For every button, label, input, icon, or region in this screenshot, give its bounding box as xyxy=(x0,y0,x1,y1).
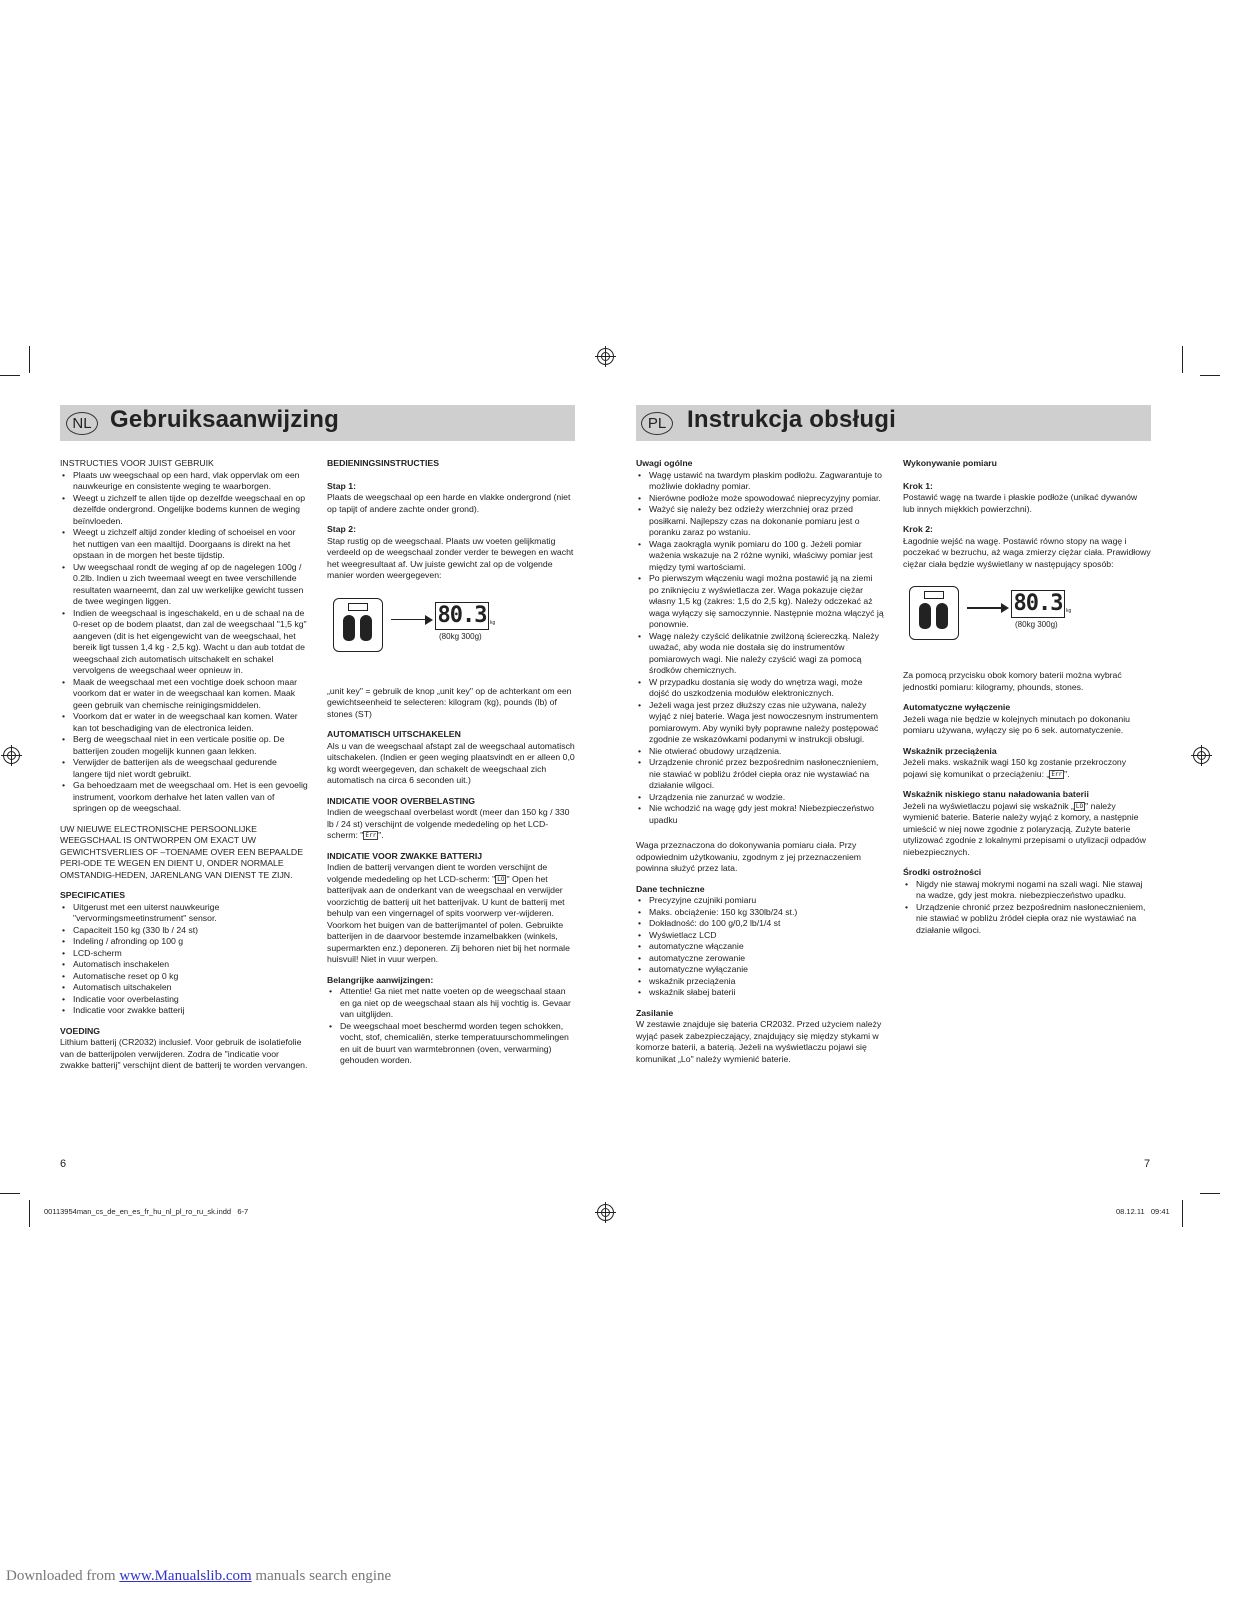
general-list xyxy=(636,470,884,827)
list-item: • Precyzyjne czujniki pomiaru xyxy=(636,895,884,907)
list-item: • Indien de weegschaal is ingeschakeld, en u de schaal na de 0-reset op de bodem plaatst, dan zal de weegschaal "1,5 kg" aangeven (dit is het eigengewicht van de weegschaal, het bereik ligt tussen 1,4 kg - 2,5 kg). Wacht u dan aub totdat de weegschaal zich automatisch uitschakelt en schakel vervolgens de weegschaal weer opnieuw in. xyxy=(60,608,308,677)
scale-icon xyxy=(333,598,383,652)
tech-list xyxy=(636,895,884,999)
page-number-right: 7 xyxy=(1144,1158,1151,1170)
intro-list xyxy=(60,470,308,815)
battery-text: Jeżeli na wyświetlaczu pojawi się wskaźnik „ xyxy=(903,800,1074,811)
list-item: • Indicatie voor zwakke batterij xyxy=(60,1005,308,1017)
registration-mark-icon xyxy=(1193,747,1210,764)
auto-off-text: Als u van de weegschaal afstapt zal de weegschaal automatisch uitschakelen. (Indien er geen weging plaatsvindt en er alleen 0,0 kg wordt weergegeven, dan schakelt de weegschaal zich automatisch na circa 6 seconden uit.) xyxy=(327,740,575,785)
overload-paragraph xyxy=(903,757,1151,780)
list-item: • Automatisch uitschakelen xyxy=(60,982,308,994)
manualslib-link[interactable]: www.Manualslib.com xyxy=(119,1568,252,1584)
lcd-unit: kg xyxy=(1066,608,1072,614)
overload-heading: Wskaźnik przeciążenia xyxy=(903,745,997,756)
list-item: • Verwijder de batterijen als de weegschaal gedurende langere tijd niet wordt gebruikt. xyxy=(60,757,308,780)
spec-list xyxy=(60,902,308,1017)
step2-heading: Stap 2: xyxy=(327,524,356,534)
step2-text: Stap rustig op de weegschaal. Plaats uw voeten gelijkmatig verdeeld op de weegschaal zonder verder te bewegen en wacht het weegresultaat af. Uw juiste gewicht zal op de volgende manier worden weergegeven: xyxy=(327,535,574,580)
list-item: • Jeżeli waga jest przez dłuższy czas nie używana, należy wyjąć z niej baterie. Waga jest nowoczesnym instrumentem pomiarowym. Aby wyniki były poprawne należy postępować zgodnie ze wskazówkami podanymi w instrukcji obsługi. xyxy=(636,700,884,746)
registration-mark-icon xyxy=(597,1204,614,1221)
err-symbol-icon: Err xyxy=(365,832,377,840)
list-item: • Urządzenia nie zanurzać w wodzie. xyxy=(636,792,884,804)
lcd-unit: kg xyxy=(490,619,496,626)
list-item: • Maak de weegschaal met een vochtige doek schoon maar voorkom dat er water in de weegschaal kan komen. Maak geen gebruik van chemische reinigingsmiddelen. xyxy=(60,677,308,712)
list-item: • Automatische reset op 0 kg xyxy=(60,971,308,983)
err-symbol-icon: Err xyxy=(1051,770,1063,778)
safety-heading: Środki ostrożności xyxy=(903,867,982,877)
step1-text: Postawić wagę na twarde i płaskie podłoże (unikać dywanów lub innych miękkich powierzchni). xyxy=(903,492,1138,514)
overload-heading: INDICATIE VOOR OVERBELASTING xyxy=(327,795,476,806)
slug-datetime: 08.12.11 09:41 xyxy=(1116,1207,1170,1216)
important-heading: Belangrijke aanwijzingen: xyxy=(327,974,434,985)
step2-text: Łagodnie wejść na wagę. Postawić równo stopy na wagę i poczekać w bezruchu, aż waga zmierzy ciężar ciała. Prawidłowy ciężar ciała będzie wyświetlany w następujący sposób: xyxy=(903,535,1151,569)
battery-text: Indien de batterij vervangen dient te worden verschijnt de volgende mededeling op het LCD-scherm: " xyxy=(327,862,548,884)
list-item: • Plaats uw weegschaal op een hard, vlak oppervlak om een nauwkeurige en consistente weging te waarborgen. xyxy=(60,470,308,493)
list-item: • Dokładność: do 100 g/0,2 lb/1/4 st xyxy=(636,918,884,930)
arrow-right-icon xyxy=(391,619,431,621)
list-item: • Nie otwierać obudowy urządzenia. xyxy=(636,746,884,758)
list-item: • Nigdy nie stawaj mokrymi nogami na szali wagi. Nie stawaj na wadze, gdy jest mokra. niebezpieczeństwo upadku. xyxy=(903,879,1151,902)
notice-text: UW NIEUWE ELECTRONISCHE PERSOONLIJKE WEEGSCHAAL IS ONTWORPEN OM EXACT UW GEWICHTSVERLIES OF –TOENAME OVER EEN BEPAALDE PERI-ODE TE WEGEN EN DIENT U, ONDER NORMALE OMSTANDIG-HEDEN, JARENLANG VAN DIENST TE ZIJN. xyxy=(60,823,303,880)
weighing-figure xyxy=(327,594,575,664)
general-heading: Uwagi ogólne xyxy=(636,458,693,468)
list-item: • automatyczne wyłączanie xyxy=(636,964,884,976)
spec-heading: SPECIFICATIES xyxy=(60,890,126,900)
crop-mark xyxy=(29,1200,30,1227)
list-item: • Attentie! Ga niet met natte voeten op de weegschaal staan en ga niet op de weegschaal staan als hij vochtig is. Gevaar van uitglijden. xyxy=(327,986,575,1021)
list-item: • Nierówne podłoże może spowodować nieprecyzyjny pomiar. xyxy=(636,493,884,505)
pl-page-title: Instrukcja obsługi xyxy=(687,406,896,433)
unit-text: Za pomocą przycisku obok komory baterii można wybrać jednostki pomiaru: kilogramy, phounds, stones. xyxy=(903,670,1122,692)
purpose-text: Waga przeznaczona do dokonywania pomiaru ciała. Przy odpowiednim użytkowaniu, zgodnym z jej przeznaczeniem powinna służyć przez lata. xyxy=(636,840,862,873)
crop-mark xyxy=(0,1193,20,1194)
list-item: • LCD-scherm xyxy=(60,948,308,960)
overload-text: Jeżeli maks. wskaźnik wagi 150 kg zostanie przekroczony pojawi się komunikat o przeciążeniu: „ xyxy=(903,757,1127,779)
overload-end: ". xyxy=(378,830,384,840)
list-item: • Automatisch inschakelen xyxy=(60,959,308,971)
list-item: • Voorkom dat er water in de weegschaal kan komen. Water kan tot beschadiging van de electronica leiden. xyxy=(60,711,308,734)
crop-mark xyxy=(0,375,20,376)
list-item: • Waga zaokrągla wynik pomiaru do 100 g. Jeżeli pomiar ważenia wskazuje na 2 różne wyniki, właściwy pomiar jest między tymi wartościami. xyxy=(636,539,884,574)
list-item: • Uitgerust met een uiterst nauwkeurige "vervormingsmeetinstrument" sensor. xyxy=(60,902,308,925)
list-item: • wskaźnik słabej baterii xyxy=(636,987,884,999)
measure-heading: Wykonywanie pomiaru xyxy=(903,458,997,468)
list-item: • Indeling / afronding op 100 g xyxy=(60,936,308,948)
list-item: • Maks. obciążenie: 150 kg 330lb/24 st.) xyxy=(636,907,884,919)
auto-off-heading: AUTOMATISCH UITSCHAKELEN xyxy=(327,729,461,739)
list-item: • Ga behoedzaam met de weegschaal om. Het is een gevoelig instrument, voorkom derhalve het laten vallen van of springen op de weegschaal. xyxy=(60,780,308,815)
crop-mark xyxy=(29,346,30,373)
pl-column-1 xyxy=(636,458,884,1074)
pl-lang-badge: PL xyxy=(641,412,673,435)
nl-lang-badge: NL xyxy=(66,412,98,435)
crop-mark xyxy=(1182,1200,1183,1227)
list-item: • Urządzenie chronić przez bezpośrednim nasłonecznieniem, nie stawiać w pobliżu źródeł ciepła oraz nie wystawiać na działanie wilgoci. xyxy=(636,757,884,792)
auto-off-heading: Automatyczne wyłączenie xyxy=(903,702,1011,712)
display-caption: (80kg 300g) xyxy=(439,631,482,641)
battery-text-2: " należy wymienić baterie. Baterie należy wyjąć z komory, a następnie umieścić w niej nowe zgodnie z polaryzacją. Zużyte baterie utylizować zgodnie z lokalnymi przepisami o utylizacji odpadów niebezpiecznych. xyxy=(903,800,1146,857)
list-item: • Weegt u zichzelf altijd zonder kleding of schoeisel en voor het nuttigen van een maaltijd. Doorgaans is direkt na het opstaan in de morgen het beste tijdstip. xyxy=(60,527,308,562)
battery-heading: Wskaźnik niskiego stanu naładowania baterii xyxy=(903,789,1089,799)
download-suffix: manuals search engine xyxy=(251,1568,392,1584)
power-heading: VOEDING xyxy=(60,1025,101,1036)
safety-list xyxy=(903,879,1151,937)
list-item: • Capaciteit 150 kg (330 lb / 24 st) xyxy=(60,925,308,937)
list-item: • Uw weegschaal rondt de weging af op de nagelegen 100g / 0.2lb. Indien u zich tweemaal weegt en twee verschillende resultaten waarneemt, dan zal uw werkelijke gewicht tussen de twee wegingen liggen. xyxy=(60,562,308,608)
auto-off-text: Jeżeli waga nie będzie w kolejnych minutach po dokonaniu pomiaru używana, wyłączy się po 6 sek. automatyczenie. xyxy=(903,713,1130,735)
low-battery-symbol-icon: LO xyxy=(497,875,505,883)
registration-mark-icon xyxy=(3,747,20,764)
step1-heading: Krok 1: xyxy=(903,480,933,491)
battery-paragraph xyxy=(327,862,575,966)
list-item: • wskaźnik przeciążenia xyxy=(636,976,884,988)
operating-heading: BEDIENINGSINSTRUCTIES xyxy=(327,458,439,468)
list-item: • automatyczne włączanie xyxy=(636,941,884,953)
crop-mark xyxy=(1182,346,1183,373)
download-prefix: Downloaded from xyxy=(6,1568,120,1584)
list-item: • Berg de weegschaal niet in een verticale positie op. De batterijen zouden mogelijk kunnen gaan lekken. xyxy=(60,734,308,757)
registration-mark-icon xyxy=(597,348,614,365)
list-item: • De weegschaal moet beschermd worden tegen schokken, vocht, stof, chemicaliën, sterke temperatuurschommelingen en uit de buurt van warmtebronnen (oven, verwarming) gehouden worden. xyxy=(327,1021,575,1067)
nl-page-title: Gebruiksaanwijzing xyxy=(110,406,339,433)
list-item: • Wyświetlacz LCD xyxy=(636,930,884,942)
slug-filename: 00113954man_cs_de_en_es_fr_hu_nl_pl_ro_ru_sk.indd 6-7 xyxy=(44,1207,249,1216)
unit-key-text: „unit key" = gebruik de knop „unit key" op de achterkant om een gewichtseenheid te selecteren: kilogram (kg), pounds (lb) of stones (ST) xyxy=(327,685,572,719)
list-item: • Weegt u zichzelf te allen tijde op dezelfde weegschaal en op dezelfde ondergrond. Ongelijke bodems kunnen de weging beïnvloeden. xyxy=(60,493,308,528)
low-battery-symbol-icon: LO xyxy=(1075,802,1084,810)
power-text: W zestawie znajduje się bateria CR2032. Przed użyciem należy wyjąć pasek zabezpieczający, znajdujący się między stykami w komorze baterii, a baterią. Jeżeli na wyświetlaczu pojawi się komunikat „Lo" należy wymienić baterie. xyxy=(636,1019,882,1064)
lcd-display: 80.3 xyxy=(435,602,489,630)
battery-heading: INDICATIE VOOR ZWAKKE BATTERIJ xyxy=(327,850,483,861)
overload-end: ". xyxy=(1064,768,1070,779)
scale-icon xyxy=(909,586,959,640)
list-item: • Urządzenie chronić przez bezpośrednim nasłonecznieniem, nie stawiać w pobliżu źródeł ciepła oraz nie wystawiać na działanie wilgoci. xyxy=(903,902,1151,937)
battery-text-2: " Open het batterijvak aan de onderkant van de weegschaal en verwijder voorzichtig de batterij uit het batterijvak. U kunt de batterij met behulp van een vingernagel of spits voorwerp ver-wijderen. Voorkom het buigen van de batterijmantel of polen. Gebruikte batterijen in de daarvoor bestemde inzamelbakken (winkels, supermarkten enz.) deponeren. Zij behoren niet bij het normale huisvuil! Niet in vuur werpen. xyxy=(327,873,570,964)
step2-heading: Krok 2: xyxy=(903,524,933,534)
list-item: • W przypadku dostania się wody do wnętrza wagi, może dojść do uszkodzenia modułów elektronicznych. xyxy=(636,677,884,700)
nl-column-1 xyxy=(60,458,308,1081)
tech-heading: Dane techniczne xyxy=(636,883,705,894)
overload-text: Indien de weegschaal overbelast wordt (meer dan 150 kg / 330 lb / 24 st) verschijnt de volgende mededeling op het LCD-scherm: " xyxy=(327,807,570,840)
list-item: • Nie wchodzić na wagę gdy jest mokra! Niebezpieczeństwo upadku xyxy=(636,803,884,826)
crop-mark xyxy=(1200,1193,1220,1194)
intro-heading: INSTRUCTIES VOOR JUIST GEBRUIK xyxy=(60,458,214,468)
list-item: • Indicatie voor overbelasting xyxy=(60,994,308,1006)
pl-column-2 xyxy=(903,458,1151,945)
display-caption: (80kg 300g) xyxy=(1015,620,1058,629)
battery-paragraph xyxy=(903,801,1151,859)
nl-column-2 xyxy=(327,458,575,1076)
download-footer xyxy=(6,1568,391,1585)
step1-text: Plaats de weegschaal op een harde en vlakke ondergrond (niet op tapijt of andere zachte onder grond). xyxy=(327,492,571,514)
arrow-right-icon xyxy=(967,607,1007,609)
page-number-left: 6 xyxy=(60,1158,67,1170)
weighing-figure xyxy=(903,582,1151,652)
list-item: • Po pierwszym włączeniu wagi można postawić ją na ziemi po zniknięciu z wyświetlacza zer. Waga pokazuje ciężar własny 1,5 kg (zakres: 1,5 do 2,5 kg). Należy odczekać aż waga wyłączy się samoczynnie. Następnie można włączyć ją ponownie. xyxy=(636,573,884,631)
power-heading: Zasilanie xyxy=(636,1007,674,1018)
list-item: • automatyczne zerowanie xyxy=(636,953,884,965)
lcd-display: 80.3 xyxy=(1011,590,1065,618)
list-item: • Wagę ustawić na twardym płaskim podłożu. Zagwarantuje to możliwie dokładny pomiar. xyxy=(636,470,884,493)
crop-mark xyxy=(1200,375,1220,376)
overload-paragraph xyxy=(327,807,575,842)
important-list xyxy=(327,986,575,1067)
power-text: Lithium batterij (CR2032) inclusief. Voor gebruik de isolatiefolie van de batterijpolen verwijderen. Zodra de "indicatie voor zwakke batterij" verschijnt dient de batterij te worden vervangen. xyxy=(60,1037,308,1070)
list-item: • Wagę należy czyścić delikatnie zwilżoną ściereczką. Należy uważać, aby woda nie dostała się do instrumentów pomiarowych wagi. Nie należy czyścić wagi za pomocą środków chemicznych. xyxy=(636,631,884,677)
list-item: • Ważyć się należy bez odzieży wierzchniej oraz przed posiłkami. Najlepszy czas na dokonanie pomiaru jest o poranku zaraz po wstaniu. xyxy=(636,504,884,539)
step1-heading: Stap 1: xyxy=(327,480,356,491)
